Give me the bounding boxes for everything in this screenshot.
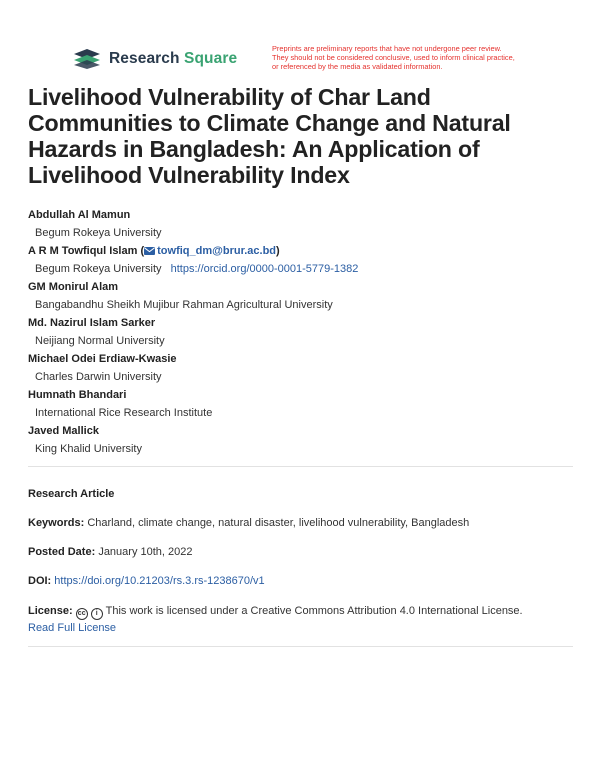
author-name: Humnath Bhandari bbox=[28, 389, 127, 401]
author-affiliation: Begum Rokeya University bbox=[35, 227, 162, 239]
paper-title: Livelihood Vulnerability of Char Land Communities to Climate Change and Natural Hazards in Bangladesh: An Application of Livelihood Vulnerability Index bbox=[28, 84, 511, 188]
email-bracket-open: ( bbox=[140, 245, 145, 257]
author-name: Michael Odei Erdiaw-Kwasie bbox=[28, 353, 177, 365]
author-entry bbox=[28, 314, 573, 350]
author-entry bbox=[28, 278, 573, 314]
email-bracket-close: ) bbox=[276, 245, 280, 257]
author-entry bbox=[28, 386, 573, 422]
author-name: Javed Mallick bbox=[28, 425, 99, 437]
author-affiliation: King Khalid University bbox=[35, 443, 142, 455]
article-type bbox=[28, 486, 573, 502]
author-name: Md. Nazirul Islam Sarker bbox=[28, 317, 156, 329]
divider bbox=[28, 646, 573, 647]
disclaimer-line: They should not be considered conclusive, used to inform clinical practice, bbox=[272, 53, 515, 62]
posted-date-value: January 10th, 2022 bbox=[98, 546, 193, 558]
author-entry bbox=[28, 422, 573, 458]
posted-date-label: Posted Date: bbox=[28, 546, 96, 558]
license bbox=[28, 603, 573, 636]
author-affiliation: Bangabandhu Sheikh Mujibur Rahman Agricultural University bbox=[35, 299, 333, 311]
divider bbox=[28, 466, 573, 467]
license-text: This work is licensed under a Creative Commons Attribution 4.0 International License. bbox=[105, 605, 523, 617]
read-full-license-link[interactable]: Read Full License bbox=[28, 622, 117, 634]
keywords-value: Charland, climate change, natural disaster, livelihood vulnerability, Bangladesh bbox=[87, 517, 470, 529]
research-square-logo[interactable] bbox=[72, 48, 237, 70]
author-name: GM Monirul Alam bbox=[28, 281, 119, 293]
disclaimer-line: or referenced by the media as validated information. bbox=[272, 62, 443, 71]
posted-date bbox=[28, 544, 573, 560]
author-entry bbox=[28, 350, 573, 386]
article-type-label: Research Article bbox=[28, 488, 115, 500]
author-affiliation: Begum Rokeya University bbox=[35, 263, 162, 275]
doi-link[interactable]: https://doi.org/10.21203/rs.3.rs-1238670/v1 bbox=[54, 575, 265, 587]
envelope-icon bbox=[144, 247, 155, 255]
doi-label: DOI: bbox=[28, 575, 52, 587]
keywords-label: Keywords: bbox=[28, 517, 85, 529]
creative-commons-icon: cc bbox=[76, 608, 88, 620]
author-email[interactable]: towfiq_dm@brur.ac.bd bbox=[157, 245, 277, 257]
author-affiliation: Neijiang Normal University bbox=[35, 335, 165, 347]
author-affiliation: International Rice Research Institute bbox=[35, 407, 213, 419]
author-affiliation: Charles Darwin University bbox=[35, 371, 162, 383]
author-entry bbox=[28, 242, 573, 278]
author-name-row bbox=[28, 242, 573, 260]
author-list bbox=[28, 206, 573, 458]
author-name: A R M Towfiqul Islam bbox=[28, 245, 138, 257]
disclaimer-line: Preprints are preliminary reports that have not undergone peer review. bbox=[272, 44, 502, 53]
author-name: Abdullah Al Mamun bbox=[28, 209, 131, 221]
research-square-logo-icon bbox=[72, 48, 102, 70]
doi bbox=[28, 573, 573, 589]
author-email-link[interactable] bbox=[144, 245, 276, 257]
attribution-icon: i bbox=[91, 608, 103, 620]
keywords bbox=[28, 515, 573, 531]
author-affiliation-row bbox=[28, 260, 573, 278]
author-entry bbox=[28, 206, 573, 242]
brand-name: Research Square bbox=[109, 50, 238, 67]
license-label: License: bbox=[28, 605, 73, 617]
preprint-disclaimer bbox=[272, 44, 572, 71]
orcid-link[interactable]: https://orcid.org/0000-0001-5779-1382 bbox=[170, 263, 359, 275]
header bbox=[72, 44, 580, 78]
